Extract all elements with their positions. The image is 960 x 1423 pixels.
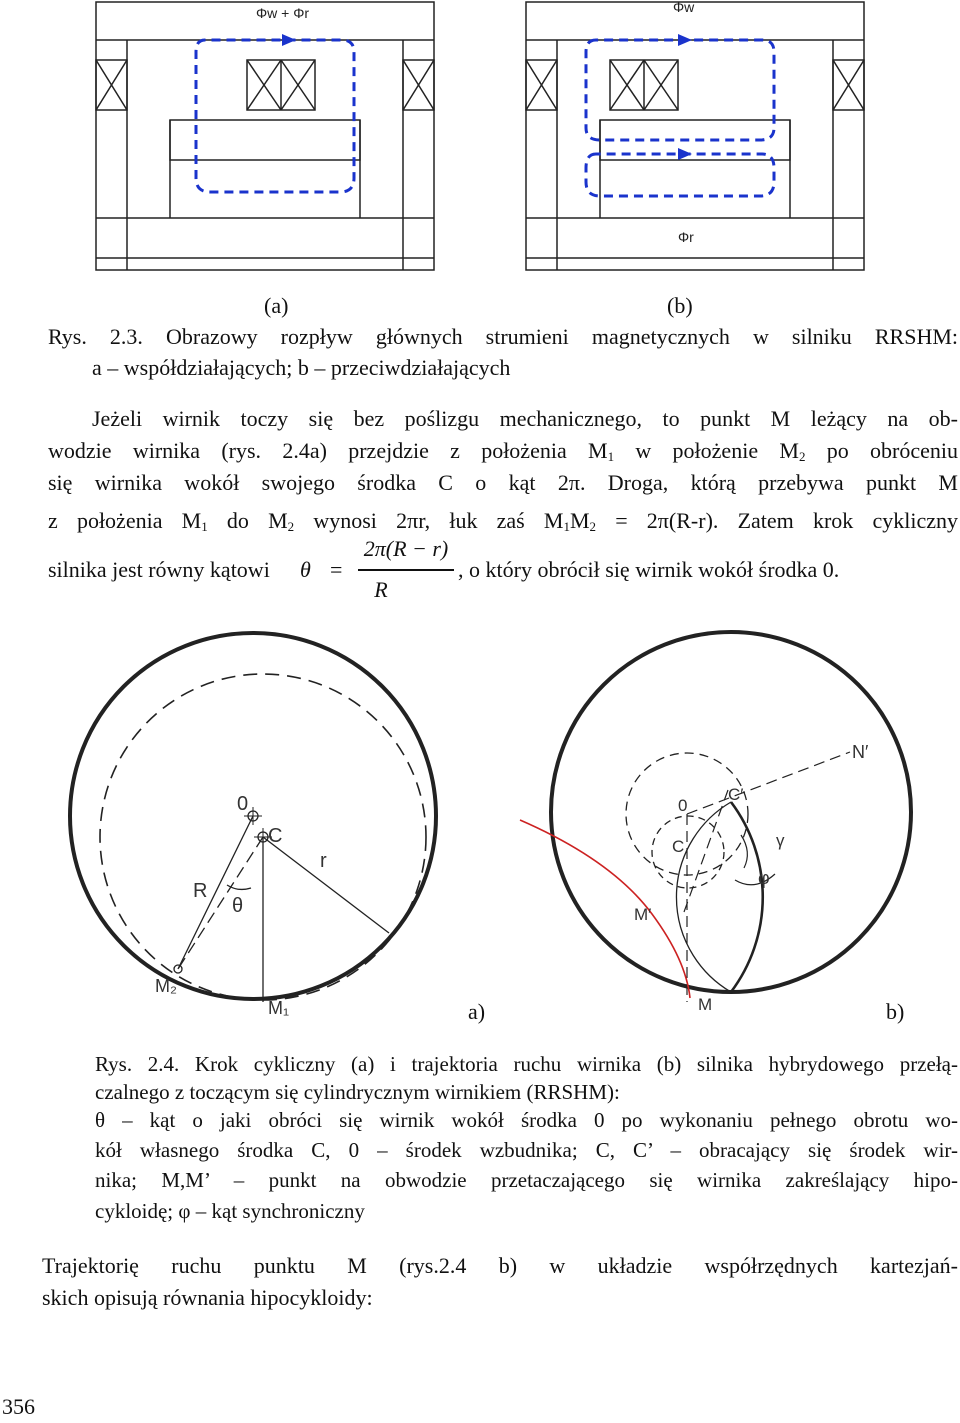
fig2-caption-line4: kół własnego środka C, 0 – środek wzbudnika; C, C’ – obracający się środek wir-	[95, 1138, 958, 1162]
formula-denominator: R	[374, 577, 388, 602]
flux-label-left: Φw + Φr	[256, 5, 310, 21]
label-a-theta: θ	[232, 895, 244, 917]
label-b-gamma: γ	[776, 831, 785, 850]
para2-line1: Trajektorię ruchu punktu M (rys.2.4 b) w układzie współrzędnych kartezjań-	[42, 1253, 958, 1278]
label-a-M2: M₂	[155, 976, 177, 996]
fig2-caption-line5: nika; M,M’ – punkt na obwodzie przetaczającego się wirnika zakreślający hipo-	[95, 1168, 958, 1192]
formula-theta: θ	[300, 557, 311, 582]
label-b-N: N′	[852, 742, 869, 762]
flux-label-right: Φw	[673, 0, 695, 15]
label-b-phi: φ	[758, 868, 770, 888]
para1-line5-post: , o który obrócił się wirnik wokół środka 0.	[458, 557, 840, 582]
label-a-M1: M₁	[268, 998, 290, 1018]
para1-line3: się wirnika wokół swojego środka C o kąt 2π. Droga, którą przebywa punkt M	[48, 470, 958, 495]
fig2-sub-a: a)	[468, 999, 486, 1024]
page-number: 356	[2, 1394, 35, 1419]
para2-line2: skich opisują równania hipocykloidy:	[42, 1285, 373, 1310]
fig2-sub-b: b)	[886, 999, 905, 1024]
label-a-O: 0	[237, 793, 249, 815]
formula-equals: =	[330, 557, 343, 582]
label-b-Mp: M′	[634, 905, 652, 924]
fig2-caption-line2: czalnego z toczącym się cylindrycznym wirnikiem (RRSHM):	[95, 1080, 620, 1104]
para1-line5-pre: silnika jest równy kątowi	[48, 557, 270, 582]
label-b-Cp: C′	[728, 785, 744, 804]
label-a-r: r	[320, 850, 327, 872]
formula-fraction-bar	[358, 569, 454, 571]
fig1-caption-line1: Rys. 2.3. Obrazowy rozpływ głównych strumieni magnetycznych w silniku RRSHM:	[48, 324, 958, 349]
flux-label-rotor: Φr	[678, 229, 694, 245]
para1-line4: z położenia $M_1$ do $M_2$ wynosi 2πr, łuk zaś $M_1M_2 = 2\pi(R-r)$. Zatem krok cykliczny	[48, 508, 958, 534]
fig1-sub-a: (a)	[264, 293, 289, 318]
formula-numerator: 2π(R − r)	[363, 536, 449, 561]
fig1-sub-b: (b)	[667, 293, 693, 318]
fig1-caption-line2: a – współdziałających; b – przeciwdziałających	[92, 355, 511, 380]
label-b-C: C	[672, 837, 685, 856]
label-b-O: 0	[678, 796, 688, 815]
label-a-C: C	[268, 825, 283, 847]
para1-line1: Jeżeli wirnik toczy się bez poślizgu mechanicznego, to punkt M leżący na ob-	[92, 406, 958, 431]
label-b-M: M	[698, 995, 713, 1014]
para1-line2: wodzie wirnika (rys. 2.4a) przejdzie z położenia $M_1$ w położenie $M_2$ po obróceniu	[48, 438, 958, 464]
fig2-caption-line6: cykloidę; φ – kąt synchroniczny	[95, 1199, 365, 1223]
figure-2-3	[0, 0, 960, 300]
figure-2-4	[0, 630, 960, 1030]
fig2-caption-line3: θ – kąt o jaki obróci się wirnik wokół środka 0 po wykonaniu pełnego obrotu wo-	[95, 1108, 958, 1132]
label-a-R: R	[193, 880, 208, 902]
fig2-caption-line1: Rys. 2.4. Krok cykliczny (a) i trajektoria ruchu wirnika (b) silnika hybrydowego przełą-	[95, 1052, 958, 1076]
